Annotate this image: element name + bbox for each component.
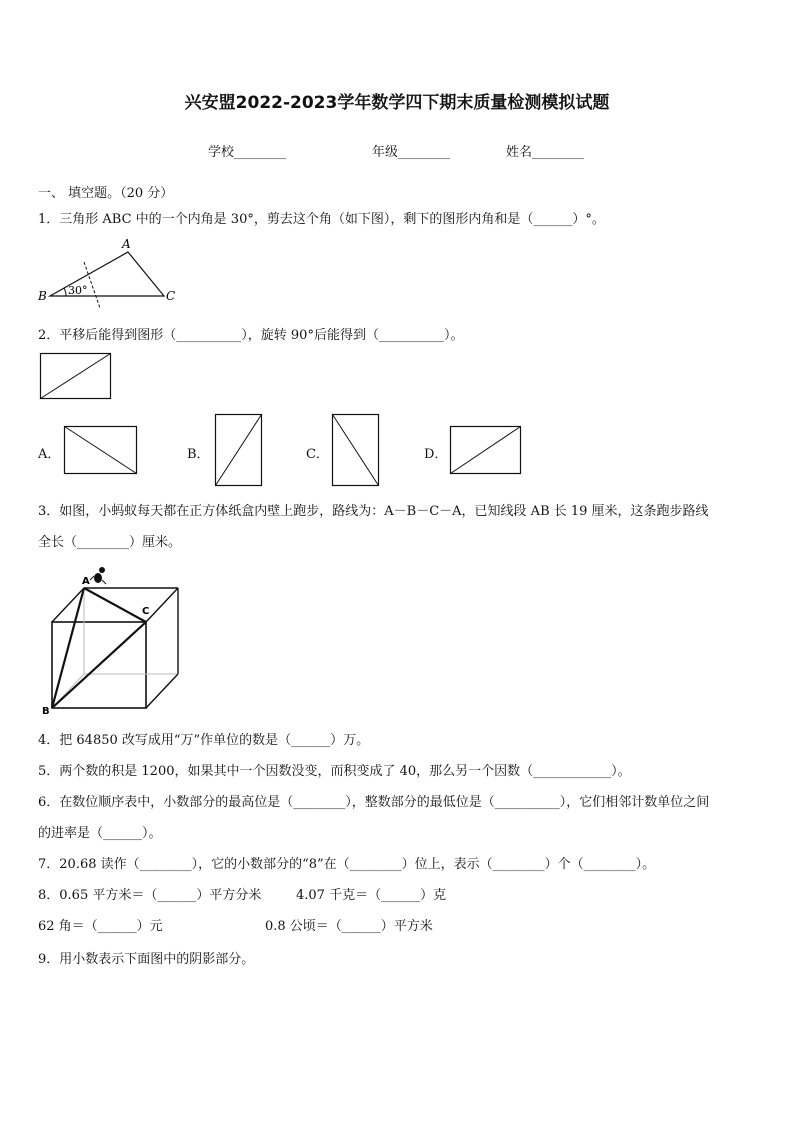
option-a-figure bbox=[64, 426, 138, 474]
question-3-line-1: 3．如图，小蚂蚁每天都在正方体纸盒内壁上跑步，路线为：A－B－C－A，已知线段 AB 长 19 厘米，这条跑步路线 bbox=[38, 504, 709, 519]
question-8-part-a: 8．0.65 平方米＝（______）平方分米 bbox=[38, 888, 262, 903]
question-7: 7．20.68 读作（________），它的小数部分的“8”在（________）位上，表示（________）个（________）。 bbox=[38, 857, 656, 872]
question-8-part-d: 0.8 公顷＝（______）平方米 bbox=[265, 919, 433, 934]
school-field: 学校________ bbox=[208, 145, 287, 160]
option-d-label: D． bbox=[424, 447, 448, 462]
question-2: 2．平移后能得到图形（__________），旋转 90°后能得到（__________）。 bbox=[38, 328, 464, 343]
section-heading: 一、 填空题。（20 分） bbox=[38, 186, 174, 201]
angle-arc bbox=[64, 288, 66, 296]
question-5: 5．两个数的积是 1200，如果其中一个因数没变，而积变成了 40，那么另一个因数（____________）。 bbox=[38, 764, 631, 779]
option-d-figure bbox=[450, 426, 522, 474]
cube-figure bbox=[40, 566, 190, 716]
vertex-label-a: A bbox=[82, 576, 90, 587]
triangle-figure bbox=[38, 236, 188, 306]
name-field: 姓名________ bbox=[506, 145, 585, 160]
ant-icon bbox=[90, 567, 106, 584]
vertex-label-c: C bbox=[166, 289, 176, 303]
vertex-label-b: B bbox=[38, 289, 47, 303]
grade-field: 年级________ bbox=[372, 145, 451, 160]
page-title: 兴安盟2022-2023学年数学四下期末质量检测模拟试题 bbox=[184, 93, 610, 113]
path-bc bbox=[52, 622, 146, 708]
vertex-label-a: A bbox=[122, 237, 131, 251]
question-9: 9．用小数表示下面图中的阴影部分。 bbox=[38, 952, 255, 967]
option-b-figure bbox=[215, 414, 263, 486]
question-8-part-c: 62 角＝（______）元 bbox=[38, 919, 163, 934]
reference-rectangle bbox=[40, 353, 112, 399]
vertex-label-c: C bbox=[142, 606, 150, 617]
question-6-line-2: 的进率是（______）。 bbox=[38, 826, 162, 841]
path-ca bbox=[84, 588, 146, 622]
vertex-label-b: B bbox=[42, 706, 50, 717]
question-1: 1．三角形 ABC 中的一个内角是 30°，剪去这个角（如下图），剩下的图形内角和是（______）°。 bbox=[38, 212, 605, 227]
question-6-line-1: 6．在数位顺序表中，小数部分的最高位是（________），整数部分的最低位是（__________），它们相邻计数单位之间 bbox=[38, 795, 710, 810]
option-c-label: C． bbox=[306, 447, 329, 462]
option-a-label: A． bbox=[38, 447, 61, 462]
question-3-line-2: 全长（________）厘米。 bbox=[38, 535, 182, 550]
question-8-part-b: 4.07 千克＝（______）克 bbox=[296, 888, 447, 903]
option-b-label: B． bbox=[187, 447, 210, 462]
question-4: 4．把 64850 改写成用“万”作单位的数是（______）万。 bbox=[38, 733, 370, 748]
angle-label: 30° bbox=[68, 284, 88, 297]
option-c-figure bbox=[332, 414, 380, 486]
